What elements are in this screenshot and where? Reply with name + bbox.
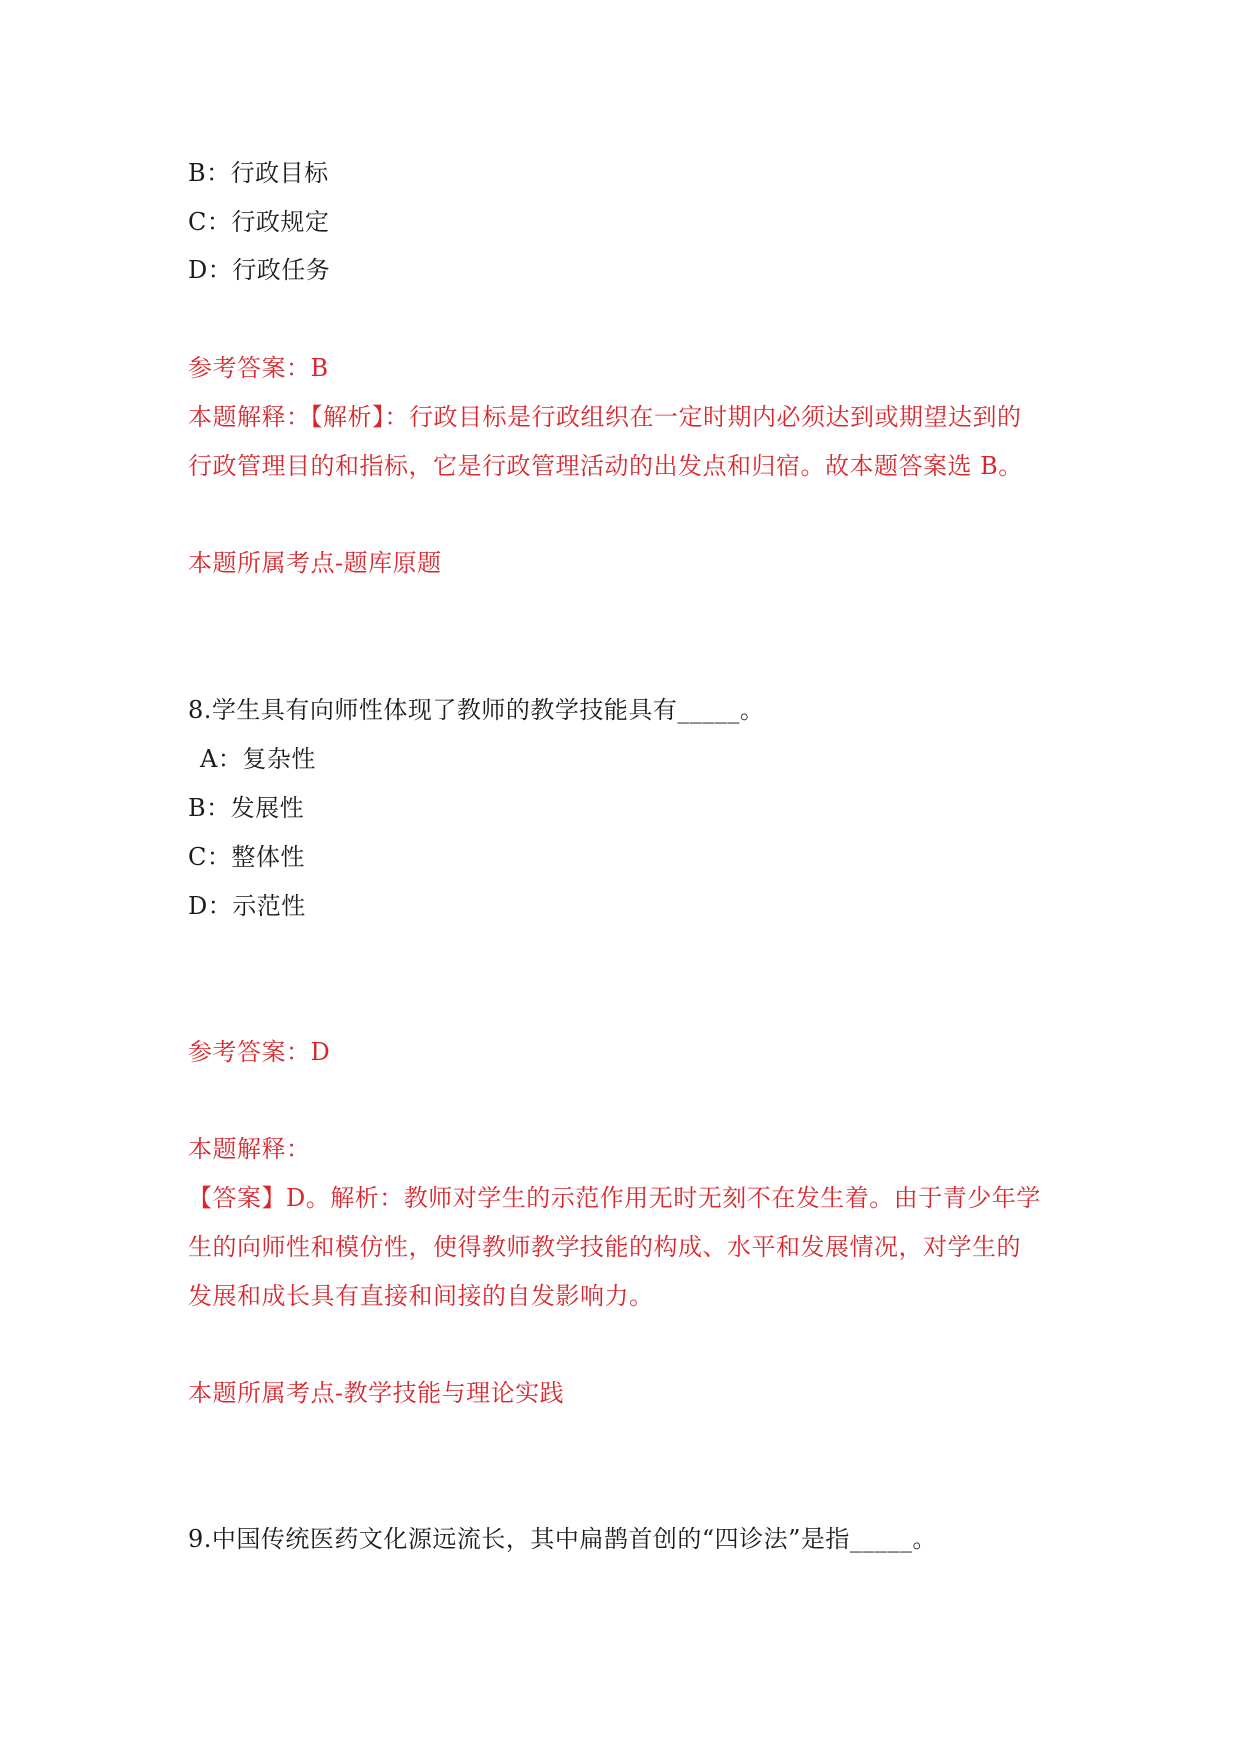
- q8-option-b: B：发展性: [188, 794, 305, 822]
- q7-option-c: C：行政规定: [188, 208, 330, 236]
- q8-topic: 本题所属考点-教学技能与理论实践: [188, 1379, 565, 1407]
- q8-option-a: A：复杂性: [200, 745, 316, 773]
- q7-topic: 本题所属考点-题库原题: [188, 549, 442, 577]
- q8-explanation-line2: 生的向师性和模仿性，使得教师教学技能的构成、水平和发展情况，对学生的: [188, 1233, 1021, 1261]
- q9-question: 9.中国传统医药文化源远流长，其中扁鹊首创的“四诊法”是指_____。: [188, 1525, 937, 1553]
- q7-option-d: D：行政任务: [188, 256, 331, 284]
- q7-option-b: B：行政目标: [188, 159, 329, 187]
- q8-question: 8.学生具有向师性体现了教师的教学技能具有_____。: [188, 696, 765, 724]
- q8-option-c: C：整体性: [188, 843, 305, 871]
- q8-explanation-label: 本题解释：: [188, 1135, 311, 1163]
- q7-explanation-line1: 本题解释：【解析】：行政目标是行政组织在一定时期内必须达到或期望达到的: [188, 403, 1022, 431]
- q7-answer: 参考答案：B: [188, 354, 329, 382]
- q8-option-d: D：示范性: [188, 892, 306, 920]
- q7-explanation-line2: 行政管理目的和指标，它是行政管理活动的出发点和归宿。故本题答案选 B。: [188, 452, 1023, 480]
- q8-explanation-line3: 发展和成长具有直接和间接的自发影响力。: [188, 1282, 654, 1310]
- q8-answer: 参考答案：D: [188, 1038, 331, 1066]
- q8-explanation-line1: 【答案】D。解析：教师对学生的示范作用无时无刻不在发生着。由于青少年学: [188, 1184, 1041, 1212]
